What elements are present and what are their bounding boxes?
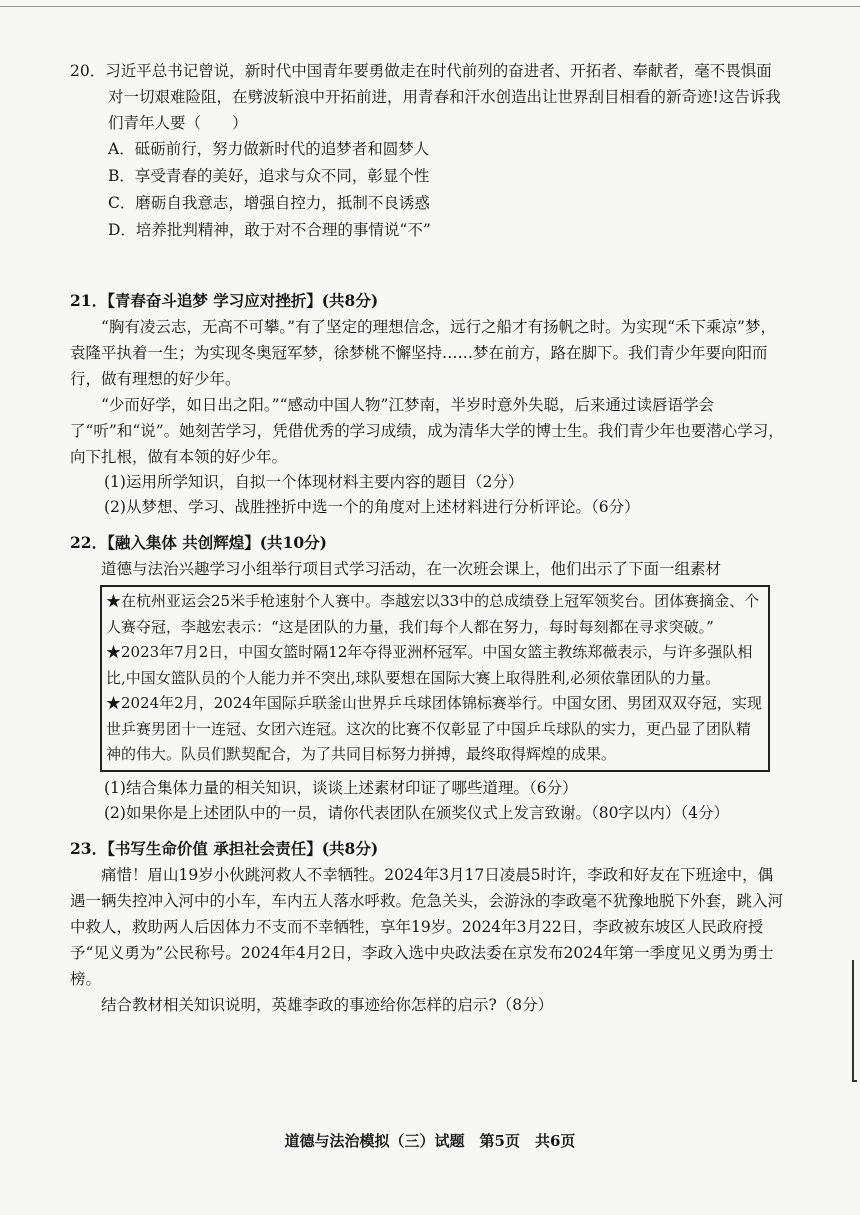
question-22 [70, 530, 785, 826]
q21-sub-2: (2)从梦想、学习、战胜挫折中选一个的角度对上述材料进行分析评论。（6分） [104, 498, 640, 516]
q22-material-1: ★在杭州亚运会25米手枪速射个人赛中。李越宏以33中的总成绩登上冠军领奖台。团体赛摘金、个人赛夺冠，李越宏表示：“这是团队的力量，我们每个人都在努力，每时每刻都在寻求突破。” [106, 592, 760, 636]
q20-stem: 20．习近平总书记曾说，新时代中国青年要勇做走在时代前列的奋进者、开拓者、奉献者，毫不畏惧面对一切艰难险阻，在劈波斩浪中开拓前进，用青春和汗水创造出让世界刮目相看的新奇迹!这告诉我们青年人要（ ） [70, 62, 781, 132]
q20-option-c: C．磨砺自我意志，增强自控力，抵制不良诱惑 [108, 194, 430, 212]
q23-paragraph: 痛惜！眉山19岁小伙跳河救人不幸牺牲。2024年3月17日凌晨5时许，李政和好友在下班途中，偶遇一辆失控冲入河中的小车，车内五人落水呼救。危急关头，会游泳的李政毫不犹豫地脱下外套，跳入河中救人，救助两人后因体力不支而不幸牺牲，享年19岁。2024年3月22日，李政被东坡区人民政府授予“见义勇为”公民称号。2024年4月2日，李政入选中央政法委在京发布2024年第一季度见义勇为勇士榜。 [70, 865, 784, 988]
question-23 [70, 836, 785, 1018]
q22-intro: 道德与法治兴趣学习小组举行项目式学习活动，在一次班会课上，他们出示了下面一组素材 [101, 560, 722, 578]
question-21 [70, 288, 785, 520]
q22-sub-1: (1)结合集体力量的相关知识，谈谈上述素材印证了哪些道理。（6分） [104, 778, 578, 797]
q22-material-3: ★2024年2月，2024年国际乒联釜山世界乒乓球团体锦标赛举行。中国女团、男团双双夺冠，实现世乒赛男团十一连冠、女团六连冠。这次的比赛不仅彰显了中国乒乓球队的实力，更凸显了团队精神的伟大。队员们默契配合，为了共同目标努力拼搏，最终取得辉煌的成果。 [106, 694, 762, 763]
q23-heading: 23．【书写生命价值 承担社会责任】(共8分) [70, 838, 379, 858]
page-footer: 道德与法治模拟（三）试题 第5页 共6页 [284, 1132, 576, 1150]
top-rule [0, 6, 860, 7]
q22-material-box [100, 585, 770, 772]
q21-heading: 21．【青春奋斗追梦 学习应对挫折】(共8分) [70, 291, 379, 310]
q22-heading: 22．【融入集体 共创辉煌】(共10分) [70, 533, 327, 552]
q23-question: 结合教材相关知识说明，英雄李政的事迹给你怎样的启示?（8分） [101, 995, 554, 1014]
q21-sub-1: (1)运用所学知识，自拟一个体现材料主要内容的题目（2分） [104, 473, 524, 491]
q21-paragraph-1: “胸有凌云志，无高不可攀。”有了坚定的理想信念，远行之船才有扬帆之时。为实现“禾下乘凉”梦，袁隆平执着一生；为实现冬奥冠军梦，徐梦桃不懈坚持……梦在前方，路在脚下。我们青少年要向阳而行，做有理想的好少年。 [70, 318, 776, 388]
question-20 [70, 58, 785, 244]
q20-option-b: B．享受青春的美好，追求与众不同，彰显个性 [108, 167, 430, 185]
q22-material-2: ★2023年7月2日，中国女篮时隔12年夺得亚洲杯冠军。中国女篮主教练郑薇表示，与许多强队相比,中国女篮队员的个人能力并不突出,球队要想在国际大赛上取得胜利,必须依靠团队的力量。 [106, 643, 753, 687]
margin-bracket [852, 960, 857, 1082]
q20-option-d: D．培养批判精神，敢于对不合理的事情说“不” [108, 221, 431, 239]
q21-paragraph-2: “少而好学，如日出之阳。”“感动中国人物”江梦南，半岁时意外失聪，后来通过读唇语学会了“听”和“说”。她刻苦学习，凭借优秀的学习成绩，成为清华大学的博士生。我们青少年也要潜心学习，向下扎根，做有本领的好少年。 [70, 396, 784, 466]
q22-sub-2: (2)如果你是上述团队中的一员，请你代表团队在颁奖仪式上发言致谢。（80字以内）（4分） [104, 803, 730, 822]
q20-option-a: A．砥砺前行，努力做新时代的追梦者和圆梦人 [108, 140, 430, 158]
exam-page [70, 58, 785, 1018]
